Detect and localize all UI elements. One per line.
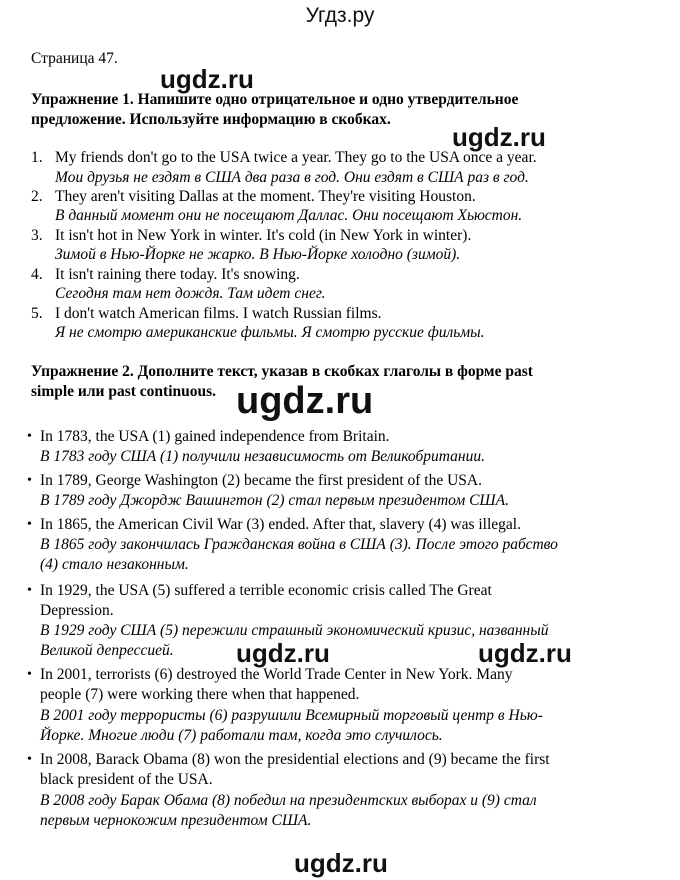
english-sentence: In 2001, terrorists (6) destroyed the World Trade Center in New York. Many [40,666,513,683]
bullet: • [27,667,32,682]
english-sentence: My friends don't go to the USA twice a year. They go to the USA once a year. [55,149,537,166]
russian-translation: В 1789 году Джордж Вашингтон (2) стал первым президентом США. [40,492,509,509]
watermark: ugdz.ru [452,122,546,152]
watermark: ugdz.ru [236,638,330,668]
english-sentence: I don't watch American films. I watch Russian films. [55,305,382,322]
site-title: Угдз.ру [305,4,375,27]
exercise1-heading-line: предложение. Используйте информацию в скобках. [31,111,391,128]
item-number: 4. [31,266,43,283]
english-sentence: Depression. [40,602,114,619]
item-number: 5. [31,305,43,322]
item-number: 3. [31,227,43,244]
exercise1-heading-line: Упражнение 1. Напишите одно отрицательное и одно утвердительное [31,91,519,108]
bullet: • [27,752,32,767]
bullet: • [27,517,32,532]
english-sentence: It isn't raining there today. It's snowing. [55,266,300,283]
russian-translation: В данный момент они не посещают Даллас. Они посещают Хьюстон. [55,207,523,224]
exercise2-heading-line: simple или past continuous. [31,383,217,400]
english-sentence: In 1929, the USA (5) suffered a terrible economic crisis called The Great [40,582,492,599]
russian-translation: В 2001 году террористы (6) разрушили Всемирный торговый центр в Нью- [40,707,543,724]
russian-translation: Я не смотрю американские фильмы. Я смотрю русские фильмы. [55,324,485,341]
russian-translation: В 1865 году закончилась Гражданская война в США (3). После этого рабство [40,536,558,553]
english-sentence: In 1789, George Washington (2) became the first president of the USA. [40,472,482,489]
russian-translation: В 1783 году США (1) получили независимость от Великобритании. [40,448,485,465]
russian-translation: Зимой в Нью-Йорке не жарко. В Нью-Йорке холодно (зимой). [55,246,461,263]
watermark: ugdz.ru [236,380,374,422]
russian-translation: В 1929 году США (5) пережили страшный экономический кризис, названный [40,622,549,639]
russian-translation: Йорке. Многие люди (7) работали там, когда это случилось. [40,727,443,744]
english-sentence: In 2008, Barack Obama (8) won the presidential elections and (9) became the first [40,751,550,768]
russian-translation: Великой депрессией. [40,642,174,659]
english-sentence: They aren't visiting Dallas at the moment. They're visiting Houston. [55,188,476,205]
bullet: • [27,429,32,444]
watermark: ugdz.ru [478,638,572,668]
russian-translation: Сегодня там нет дождя. Там идет снег. [55,285,326,302]
english-sentence: In 1865, the American Civil War (3) ended. After that, slavery (4) was illegal. [40,516,521,533]
english-sentence: In 1783, the USA (1) gained independence from Britain. [40,428,390,445]
russian-translation: первым чернокожим президентом США. [40,812,312,829]
english-sentence: It isn't hot in New York in winter. It's cold (in New York in winter). [55,227,472,244]
item-number: 2. [31,188,43,205]
exercise2-heading [31,362,631,402]
bullet: • [27,583,32,598]
watermark: ugdz.ru [160,64,254,94]
watermark: ugdz.ru [294,848,388,878]
exercise1-heading [31,90,631,130]
item-number: 1. [31,149,43,166]
russian-translation: (4) стало незаконным. [40,556,189,573]
exercise2-heading-line: Упражнение 2. Дополните текст, указав в скобках глаголы в форме past [31,363,533,380]
russian-translation: В 2008 году Барак Обама (8) победил на президентских выборах и (9) стал [40,792,537,809]
page-label: Страница 47. [31,50,118,67]
english-sentence: black president of the USA. [40,771,213,788]
english-sentence: people (7) were working there when that happened. [40,686,360,703]
russian-translation: Мои друзья не ездят в США два раза в год. Они ездят в США раз в год. [55,169,529,186]
bullet: • [27,473,32,488]
